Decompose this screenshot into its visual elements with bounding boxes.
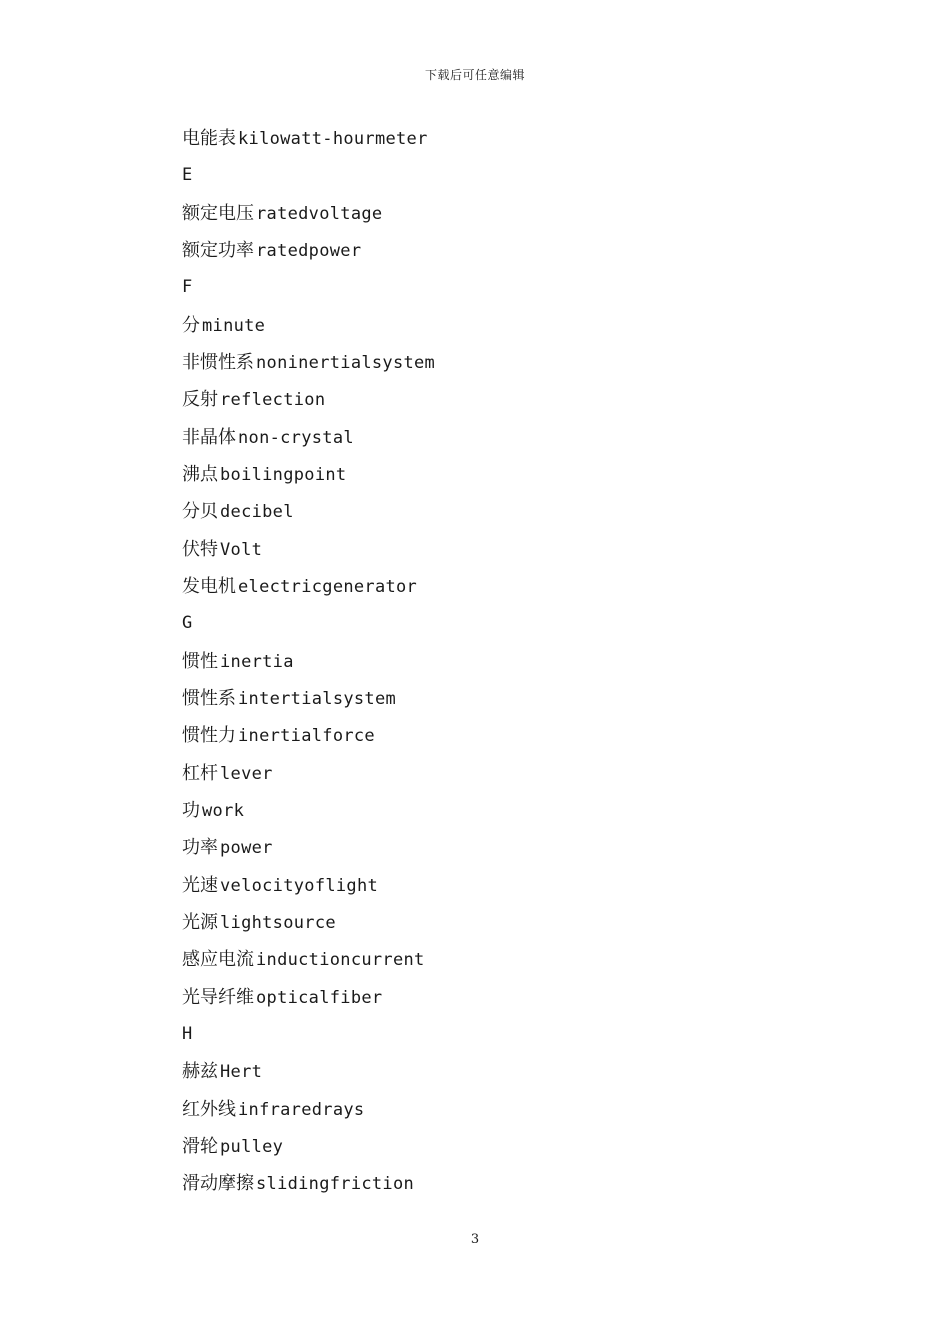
glossary-entry	[182, 456, 782, 493]
term-english: kilowatt-hourmeter	[238, 129, 428, 149]
glossary-entry	[182, 680, 782, 717]
glossary-entry	[182, 344, 782, 381]
term-chinese: 功率	[182, 837, 218, 859]
glossary-entry	[182, 904, 782, 941]
glossary-entry	[182, 493, 782, 530]
section-letter-text: H	[182, 1023, 193, 1044]
term-english: lever	[220, 763, 273, 784]
term-chinese: 光导纤维	[182, 986, 254, 1008]
section-letter-text: E	[182, 165, 193, 186]
term-chinese: 滑轮	[182, 1135, 218, 1157]
term-english: ratedpower	[256, 240, 362, 261]
term-english: infraredrays	[238, 1099, 365, 1120]
term-english: work	[202, 800, 245, 821]
page-header: 下载后可任意编辑	[424, 68, 525, 82]
term-chinese: 分	[182, 314, 200, 336]
term-english: slidingfriction	[256, 1174, 415, 1195]
glossary-entry	[182, 307, 782, 344]
term-chinese: 额定功率	[182, 239, 254, 261]
term-english: noninertialsystem	[256, 352, 436, 373]
term-chinese: 红外线	[182, 1098, 236, 1120]
term-english: intertialsystem	[238, 688, 397, 709]
section-letter	[182, 157, 782, 194]
term-chinese: 赫兹	[182, 1061, 218, 1083]
term-english: minute	[202, 315, 266, 336]
glossary-entry	[182, 643, 782, 680]
glossary-entry	[182, 1165, 782, 1202]
term-chinese: 惯性系	[182, 687, 236, 709]
term-english: reflection	[220, 390, 326, 411]
glossary-entry	[182, 867, 782, 904]
term-english: Hert	[220, 1062, 263, 1083]
glossary-entry	[182, 1128, 782, 1165]
term-english: decibel	[220, 502, 294, 523]
glossary-entry	[182, 419, 782, 456]
glossary-entry	[182, 120, 782, 157]
term-chinese: 反射	[182, 389, 218, 411]
term-chinese: 功	[182, 799, 200, 821]
section-letter-text: F	[182, 277, 193, 298]
term-chinese: 伏特	[182, 538, 218, 560]
term-chinese: 沸点	[182, 463, 218, 485]
term-chinese: 杠杆	[182, 762, 218, 784]
term-chinese: 分贝	[182, 501, 218, 523]
term-english: inertia	[220, 651, 294, 672]
glossary-entry	[182, 195, 782, 232]
term-chinese: 非晶体	[182, 426, 236, 448]
term-chinese: 电能表	[182, 128, 236, 149]
section-letter	[182, 605, 782, 642]
term-english: velocityoflight	[220, 875, 379, 896]
term-chinese: 非惯性系	[182, 351, 254, 373]
term-chinese: 感应电流	[182, 949, 254, 971]
term-chinese: 发电机	[182, 575, 236, 597]
glossary-entry	[182, 1053, 782, 1090]
section-letter-text: G	[182, 613, 193, 634]
term-chinese: 额定电压	[182, 202, 254, 224]
term-english: pulley	[220, 1136, 284, 1157]
glossary-entry	[182, 568, 782, 605]
glossary-entry	[182, 232, 782, 269]
page-number: 3	[470, 1232, 480, 1247]
term-english: opticalfiber	[256, 987, 383, 1008]
term-chinese: 光源	[182, 911, 218, 933]
glossary-entry	[182, 792, 782, 829]
section-letter	[182, 269, 782, 306]
glossary-entry	[182, 979, 782, 1016]
glossary-list	[182, 120, 782, 1203]
term-english: lightsource	[220, 912, 336, 933]
glossary-entry	[182, 755, 782, 792]
term-english: non-crystal	[238, 427, 354, 448]
term-chinese: 惯性	[182, 650, 218, 672]
glossary-entry	[182, 531, 782, 568]
term-english: power	[220, 838, 273, 859]
term-english: ratedvoltage	[256, 203, 383, 224]
term-chinese: 光速	[182, 874, 218, 896]
section-letter	[182, 1016, 782, 1053]
term-english: inertialforce	[238, 726, 375, 747]
term-english: electricgenerator	[238, 576, 418, 597]
glossary-entry	[182, 941, 782, 978]
term-chinese: 滑动摩擦	[182, 1173, 254, 1195]
glossary-entry	[182, 381, 782, 418]
glossary-entry	[182, 1091, 782, 1128]
glossary-entry	[182, 717, 782, 754]
glossary-entry	[182, 829, 782, 866]
term-english: inductioncurrent	[256, 950, 425, 971]
term-chinese: 惯性力	[182, 725, 236, 747]
term-english: Volt	[220, 539, 263, 560]
term-english: boilingpoint	[220, 464, 347, 485]
